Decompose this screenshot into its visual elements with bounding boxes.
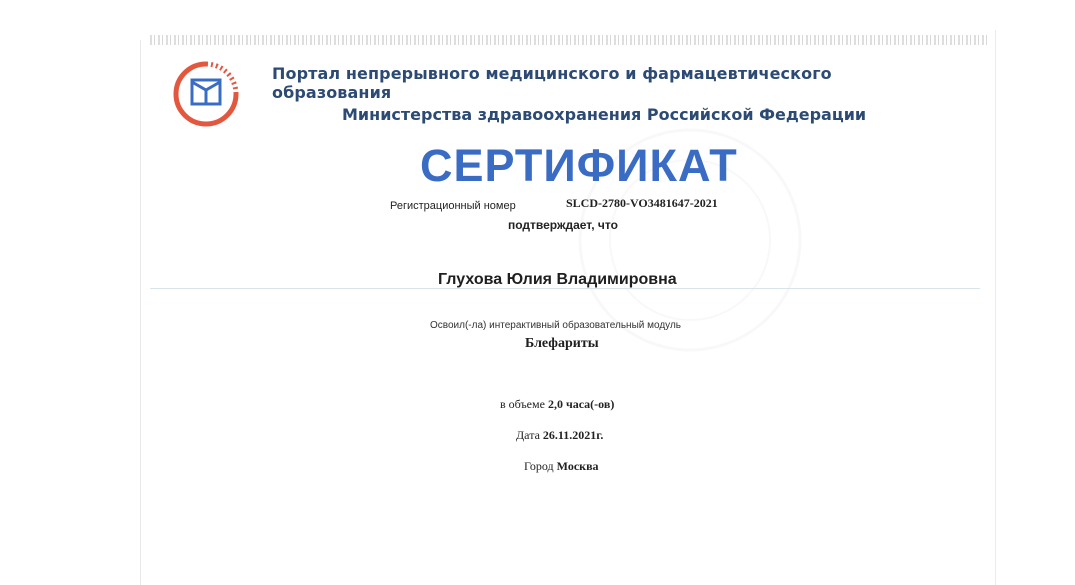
portal-header [272,64,912,124]
certificate-title: СЕРТИФИКАТ [420,140,738,191]
mastered-text: Освоил(-ла) интерактивный образовательный модуль [430,320,681,331]
confirms-text: подтверждает, что [508,218,618,232]
city-prefix: Город [524,459,554,473]
volume-prefix: в объеме [500,397,545,411]
date-row [516,428,603,443]
name-divider [150,288,980,289]
city-row [524,459,599,474]
registration-label: Регистрационный номер [390,200,516,212]
volume-value: 2,0 часа(-ов) [547,397,615,411]
sheet-edge-left [140,40,141,585]
module-name: Блефариты [525,336,599,351]
book-logo-icon [172,60,240,128]
header-line-1: Портал непрерывного медицинского и фармацевтического образования [272,64,832,102]
recipient-name: Глухова Юлия Владимировна [438,271,677,288]
registration-row [390,196,718,213]
volume-row [500,397,614,412]
scan-artifact-line [150,35,990,45]
city-value: Москва [556,459,599,473]
registration-number: SLCD-2780-VO3481647-2021 [566,196,718,210]
date-value: 26.11.2021г. [542,428,604,442]
header-line-2: Министерства здравоохранения Российской Федерации [342,105,867,124]
sheet-edge-right [995,30,996,585]
date-prefix: Дата [516,428,540,442]
